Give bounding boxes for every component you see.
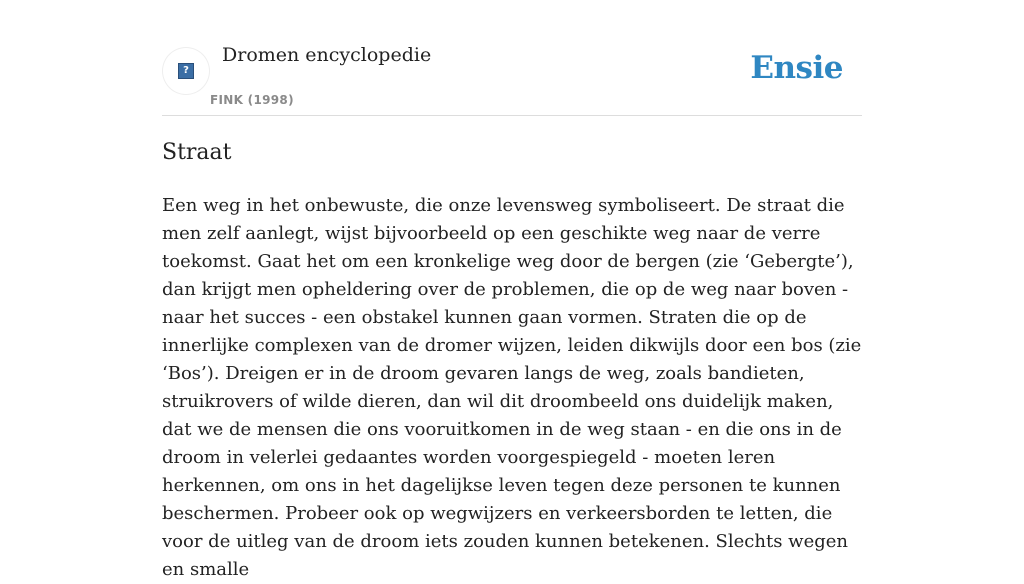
entry-card [162,0,862,580]
ensie-logo[interactable]: Ensie [750,50,843,86]
source-header [162,0,862,116]
source-author[interactable]: FINK (1998) [210,93,294,107]
question-icon: ? [178,63,194,79]
entry-title: Straat [162,140,232,165]
source-logo[interactable] [162,47,210,95]
entry-body: Een weg in het onbewuste, die onze levensweg symboliseert. De straat die men zelf aanlegt, wijst bijvoorbeeld op een geschikte weg naar de verre toekomst. Gaat het om een kronkelige weg door de bergen (zie ‘Gebergte’), dan krijgt men opheldering over de problemen, die op de weg naar boven - naar het succes - een obstakel kunnen gaan vormen. Straten die op de innerlijke complexen van de dromer wijzen, leiden dikwijls door een bos (zie ‘Bos’). Dreigen er in de droom gevaren langs de weg, zoals bandieten, struikrovers of wilde dieren, dan wil dit droombeeld ons duidelijk maken, dat we de mensen die ons vooruitkomen in de weg staan - en die ons in de droom in velerlei gedaantes worden voorgespiegeld - moeten leren herkennen, om ons in het dagelijkse leven tegen deze personen te kunnen beschermen. Probeer ook op wegwijzers en verkeersborden te letten, die voor de uitleg van de droom iets zouden kunnen betekenen. Slechts wegen en smalle [162,195,862,580]
source-title[interactable]: Dromen encyclopedie [222,44,432,66]
